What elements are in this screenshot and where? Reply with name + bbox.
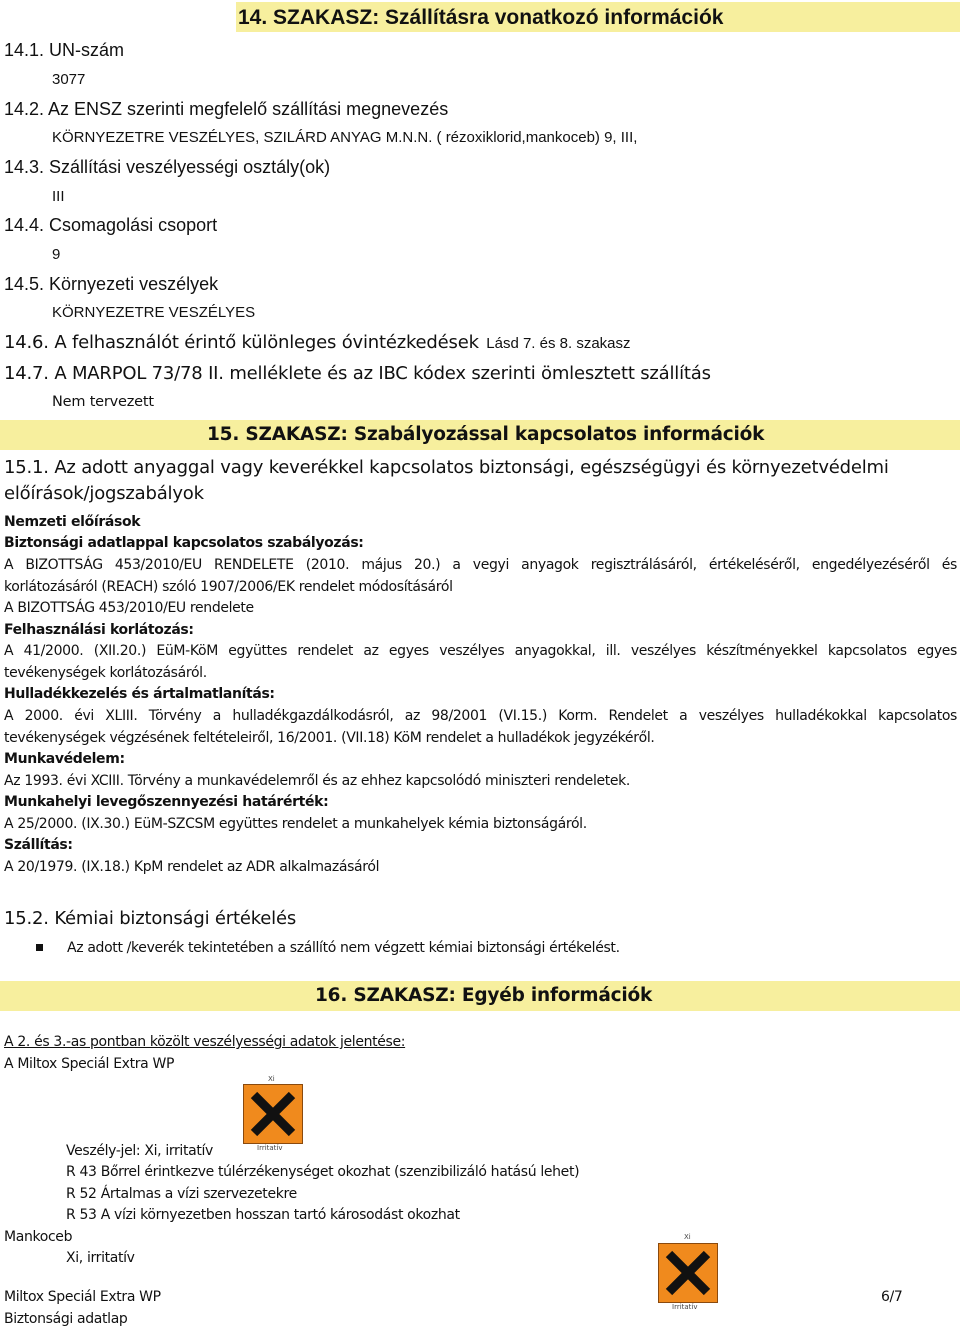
shipping-name-label: 14.2. Az ENSZ szerinti megfelelő szállítási megnevezés (4, 99, 449, 119)
mankoceb-symbol-line: Xi, irritatív (66, 1250, 135, 1266)
air-limit-line: A 25/2000. (IX.30.) EüM-SZCSM együttes rendelet a munkahelyek kémia biztonságáról. (4, 816, 587, 832)
work-safety-label: Munkavédelem: (4, 751, 125, 767)
section-16-title: 16. SZAKASZ: Egyéb információk (315, 985, 653, 1006)
footer-document-type: Biztonsági adatlap (4, 1311, 128, 1327)
un-number-label: 14.1. UN-szám (4, 40, 125, 60)
use-restriction-label: Felhasználási korlátozás: (4, 622, 194, 638)
environmental-hazards-value: KÖRNYEZETRE VESZÉLYES (52, 304, 256, 321)
use-restriction-line1: A 41/2000. (XII.20.) EüM-KöM együttes rendelet az egyes veszélyes anyagokkal, ill. veszélyes készítményekkel kapcsolatos egyes (4, 643, 957, 659)
hazard-data-meaning-note: A 2. és 3.-as pontban közölt veszélyességi adatok jelentése: (4, 1034, 406, 1050)
packing-group-value: 9 (52, 246, 61, 263)
air-limit-label: Munkahelyi levegőszennyezési határérték: (4, 794, 329, 810)
waste-treatment-line2: tevékenységek végzésének feltételeiről, 16/2001. (VII.18) KöM rendelet a hulladékok jegyzékéről. (4, 730, 655, 746)
pictogram-caption-2: Irritatív (672, 1303, 698, 1311)
hazard-class-value: III (52, 188, 65, 205)
mankoceb-label: Mankoceb (4, 1229, 73, 1245)
section-14-title: 14. SZAKASZ: Szállításra vonatkozó információk (238, 6, 724, 29)
hazard-symbol-line: Veszély-jel: Xi, irritatív (66, 1143, 213, 1159)
shipping-name-value: KÖRNYEZETRE VESZÉLYES, SZILÁRD ANYAG M.N.N. ( rézoxiklorid,mankoceb) 9, III, (52, 129, 638, 146)
special-precautions-row (4, 332, 631, 353)
work-safety-line: Az 1993. évi XCIII. Törvény a munkavédelemről és az ehhez kapcsolódó miniszteri rendeletek. (4, 773, 631, 789)
pictogram-top-label: Xi (268, 1075, 275, 1083)
sds-regulation-line2: korlátozásáról (REACH) szóló 1907/2006/EK rendelet módosításáról (4, 579, 453, 595)
r53-phrase: R 53 A vízi környezetben hosszan tartó károsodást okozhat (66, 1207, 460, 1223)
un-number-value: 3077 (52, 71, 86, 88)
sds-regulation-line1: A BIZOTTSÁG 453/2010/EU RENDELETE (2010. május 20.) a vegyi anyagok regisztrálásáról, értékeléséről, engedélyezéséről és (4, 557, 957, 573)
waste-treatment-line1: A 2000. évi XLIII. Törvény a hulladékgazdálkodásról, az 98/2001 (VI.15.) Korm. Rendelet a veszélyes hulladékokkal kapcsolatos (4, 708, 957, 724)
national-regulations-label: Nemzeti előírások (4, 514, 141, 530)
hazard-class-label: 14.3. Szállítási veszélyességi osztály(ok) (4, 157, 331, 177)
pictogram-top-label-2: Xi (684, 1233, 691, 1241)
xi-irritant-hazard-pictogram-icon (243, 1084, 303, 1144)
environmental-hazards-label: 14.5. Környezeti veszélyek (4, 274, 219, 294)
section-15-1-heading-line1: 15.1. Az adott anyaggal vagy keverékkel kapcsolatos biztonsági, egészségügyi és környezetvédelmi (4, 457, 889, 478)
transport-line: A 20/1979. (IX.18.) KpM rendelet az ADR alkalmazásáról (4, 859, 380, 875)
packing-group-label: 14.4. Csomagolási csoport (4, 215, 218, 235)
section-15-2-heading: 15.2. Kémiai biztonsági értékelés (4, 908, 297, 929)
sds-regulation-label: Biztonsági adatlappal kapcsolatos szabályozás: (4, 535, 364, 551)
product-name-line: A Miltox Speciál Extra WP (4, 1056, 175, 1072)
xi-irritant-hazard-pictogram-icon-2 (658, 1243, 718, 1303)
special-precautions-value: Lásd 7. és 8. szakasz (486, 335, 631, 352)
r52-phrase: R 52 Ártalmas a vízi szervezetekre (66, 1186, 297, 1202)
transport-label: Szállítás: (4, 837, 73, 853)
section-15-1-heading-line2: előírások/jogszabályok (4, 483, 204, 504)
square-bullet-icon (36, 944, 43, 951)
marpol-label: 14.7. A MARPOL 73/78 II. melléklete és az IBC kódex szerinti ömlesztett szállítás (4, 363, 711, 384)
footer-page-number: 6/7 (881, 1289, 903, 1305)
r43-phrase: R 43 Bőrrel érintkezve túlérzékenységet okozhat (szenzibilizáló hatású lehet) (66, 1164, 580, 1180)
special-precautions-label: 14.6. A felhasználót érintő különleges óvintézkedések (4, 332, 479, 353)
use-restriction-line2: tevékenységek korlátozásáról. (4, 665, 207, 681)
pictogram-caption: Irritatív (257, 1144, 283, 1152)
section-15-title: 15. SZAKASZ: Szabályozással kapcsolatos információk (207, 424, 765, 445)
sds-regulation-line3: A BIZOTTSÁG 453/2010/EU rendelete (4, 600, 254, 616)
section-15-2-bullet-text: Az adott /keverék tekintetében a szállító nem végzett kémiai biztonsági értékelést. (67, 940, 620, 956)
marpol-value: Nem tervezett (52, 394, 154, 410)
waste-treatment-label: Hulladékkezelés és ártalmatlanítás: (4, 686, 275, 702)
footer-product-name: Miltox Speciál Extra WP (4, 1289, 161, 1305)
